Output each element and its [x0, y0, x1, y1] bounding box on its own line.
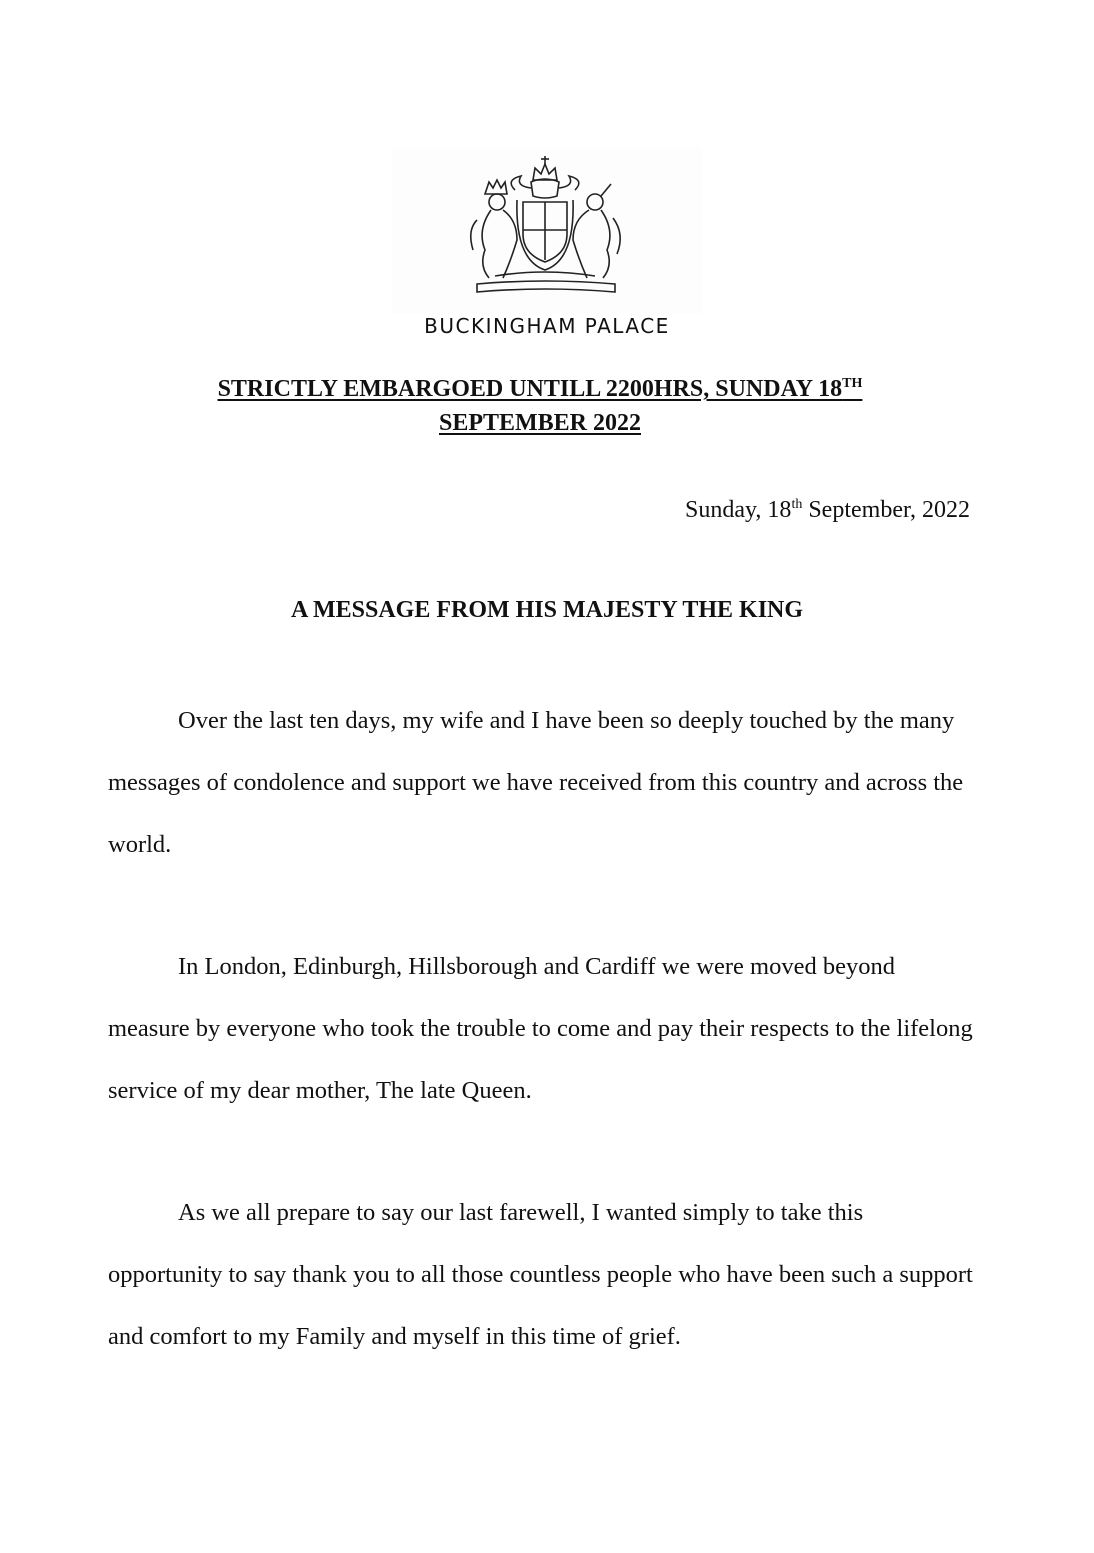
embargo-line-1	[218, 376, 863, 402]
message-paragraph: In London, Edinburgh, Hillsborough and Cardiff we were moved beyond measure by everyone who took the trouble to come and pay their respects to the lifelong service of my dear mother, The late Queen.	[108, 953, 973, 1104]
document-date	[685, 497, 970, 524]
embargo-notice	[150, 372, 930, 440]
message-paragraph: Over the last ten days, my wife and I have been so deeply touched by the many messages of condolence and support we have received from this country and across the world.	[108, 707, 964, 858]
embargo-line-1-text: STRICTLY EMBARGOED UNTILL 2200HRS, SUNDAY 18	[217, 376, 843, 402]
royal-coat-of-arms-icon	[455, 150, 635, 300]
message-title: A MESSAGE FROM HIS MAJESTY THE KING	[290, 597, 804, 623]
embargo-ordinal-suffix: TH	[842, 376, 863, 391]
date-month-year: September, 2022	[802, 497, 970, 523]
date-day: Sunday, 18	[684, 497, 792, 523]
letterhead-organisation: BUCKINGHAM PALACE	[424, 314, 670, 338]
date-ordinal-suffix: th	[791, 497, 803, 512]
message-paragraph: As we all prepare to say our last farewell, I wanted simply to take this opportunity to say thank you to all those countless people who have been such a support and comfort to my Family and myself in this time of grief.	[108, 1199, 973, 1350]
embargo-line-2: SEPTEMBER 2022	[438, 410, 642, 436]
